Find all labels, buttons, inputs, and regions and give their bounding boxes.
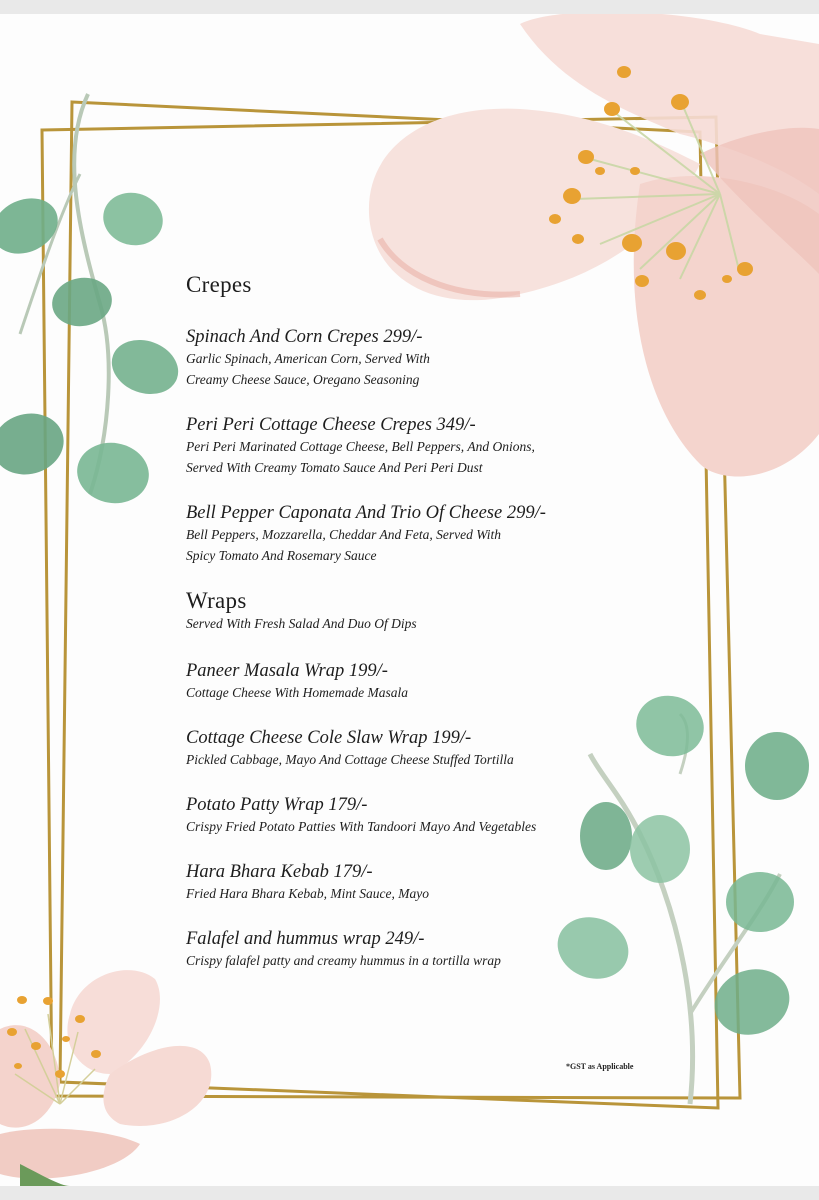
item-description (186, 348, 646, 390)
pink-flower-bottom-left-icon (0, 970, 211, 1186)
item-name: Falafel and hummus wrap 249/- (186, 929, 425, 949)
item-description (186, 883, 646, 904)
item-description (186, 749, 646, 770)
section-wraps (186, 588, 646, 971)
item-description-line: Crispy falafel patty and creamy hummus in a tortilla wrap (186, 953, 501, 968)
item-description (186, 816, 646, 837)
item-description-line: Bell Peppers, Mozzarella, Cheddar And Feta, Served With (186, 527, 501, 542)
section-subtitle: Served With Fresh Salad And Duo Of Dips (186, 616, 417, 631)
item-name: Spinach And Corn Crepes 299/- (186, 327, 423, 347)
eucalyptus-top-left-icon (0, 94, 186, 509)
item-name: Peri Peri Cottage Cheese Crepes 349/- (186, 415, 476, 435)
menu-item (186, 727, 646, 770)
item-description-line: Creamy Cheese Sauce, Oregano Seasoning (186, 372, 420, 387)
item-name: Potato Patty Wrap 179/- (186, 795, 368, 815)
menu-item (186, 502, 646, 566)
item-description-line: Crispy Fried Potato Patties With Tandoori Mayo And Vegetables (186, 819, 537, 834)
section-title: Wraps (186, 588, 247, 613)
menu-page (0, 14, 819, 1186)
item-description-line: Pickled Cabbage, Mayo And Cottage Cheese Stuffed Tortilla (186, 752, 514, 767)
menu-item (186, 928, 646, 971)
menu-item (186, 861, 646, 904)
gst-footnote: *GST as Applicable (566, 1062, 634, 1071)
menu-item (186, 326, 646, 390)
item-name: Bell Pepper Caponata And Trio Of Cheese 299/- (186, 503, 546, 523)
item-description (186, 436, 646, 478)
item-description-line: Served With Creamy Tomato Sauce And Peri Peri Dust (186, 460, 483, 475)
item-name: Paneer Masala Wrap 199/- (186, 661, 388, 681)
item-description-line: Garlic Spinach, American Corn, Served With (186, 351, 430, 366)
item-description (186, 682, 646, 703)
item-description-line: Spicy Tomato And Rosemary Sauce (186, 548, 377, 563)
menu-item (186, 414, 646, 478)
item-description (186, 524, 646, 566)
item-description-line: Fried Hara Bhara Kebab, Mint Sauce, Mayo (186, 886, 429, 901)
section-crepes (186, 272, 646, 566)
item-description-line: Cottage Cheese With Homemade Masala (186, 685, 408, 700)
item-name: Hara Bhara Kebab 179/- (186, 862, 373, 882)
section-title: Crepes (186, 272, 252, 297)
menu-item (186, 794, 646, 837)
menu-content (186, 272, 646, 971)
item-description (186, 950, 646, 971)
menu-item (186, 660, 646, 703)
item-description-line: Peri Peri Marinated Cottage Cheese, Bell Peppers, And Onions, (186, 439, 535, 454)
item-name: Cottage Cheese Cole Slaw Wrap 199/- (186, 728, 472, 748)
